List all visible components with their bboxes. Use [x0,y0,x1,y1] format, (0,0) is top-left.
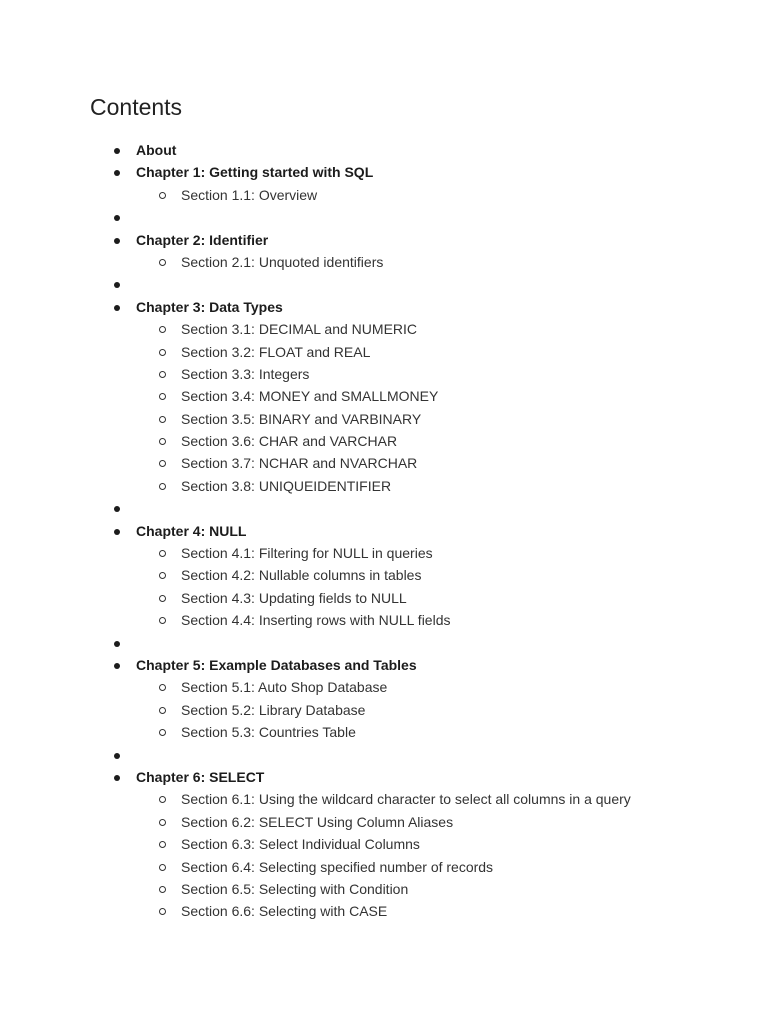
toc-section-item[interactable]: Section 2.1: Unquoted identifiers [0,251,768,273]
toc-section-item[interactable]: Section 3.8: UNIQUEIDENTIFIER [0,475,768,497]
table-of-contents [0,139,768,923]
toc-section-item[interactable]: Section 1.1: Overview [0,184,768,206]
toc-section-item[interactable]: Section 3.7: NCHAR and NVARCHAR [0,452,768,474]
toc-blank-bullet [0,206,768,228]
toc-section-item[interactable]: Section 6.5: Selecting with Condition [0,878,768,900]
toc-section-item[interactable]: Section 5.3: Countries Table [0,721,768,743]
toc-section-item[interactable]: Section 3.6: CHAR and VARCHAR [0,430,768,452]
toc-section-item[interactable]: Section 4.3: Updating fields to NULL [0,587,768,609]
toc-chapter-item[interactable]: Chapter 4: NULL [0,520,768,542]
toc-blank-bullet [0,273,768,295]
toc-chapter-item[interactable]: Chapter 1: Getting started with SQL [0,161,768,183]
toc-section-item[interactable]: Section 6.3: Select Individual Columns [0,833,768,855]
toc-blank-bullet [0,497,768,519]
toc-section-item[interactable]: Section 4.4: Inserting rows with NULL fields [0,609,768,631]
toc-chapter-item[interactable]: Chapter 3: Data Types [0,296,768,318]
toc-section-item[interactable]: Section 4.2: Nullable columns in tables [0,564,768,586]
toc-section-item[interactable]: Section 4.1: Filtering for NULL in queries [0,542,768,564]
toc-chapter-item[interactable]: About [0,139,768,161]
toc-section-item[interactable]: Section 6.6: Selecting with CASE [0,900,768,922]
toc-section-item[interactable]: Section 3.1: DECIMAL and NUMERIC [0,318,768,340]
toc-chapter-item[interactable]: Chapter 5: Example Databases and Tables [0,654,768,676]
toc-section-item[interactable]: Section 6.4: Selecting specified number of records [0,856,768,878]
toc-section-item[interactable]: Section 3.5: BINARY and VARBINARY [0,408,768,430]
toc-section-item[interactable]: Section 6.2: SELECT Using Column Aliases [0,811,768,833]
toc-blank-bullet [0,632,768,654]
toc-section-item[interactable]: Section 6.1: Using the wildcard character to select all columns in a query [0,788,768,810]
toc-chapter-item[interactable]: Chapter 2: Identifier [0,229,768,251]
toc-chapter-item[interactable]: Chapter 6: SELECT [0,766,768,788]
toc-section-item[interactable]: Section 3.2: FLOAT and REAL [0,341,768,363]
toc-section-item[interactable]: Section 5.2: Library Database [0,699,768,721]
toc-blank-bullet [0,744,768,766]
toc-section-item[interactable]: Section 3.3: Integers [0,363,768,385]
toc-section-item[interactable]: Section 5.1: Auto Shop Database [0,676,768,698]
page-title: Contents [90,94,183,120]
toc-section-item[interactable]: Section 3.4: MONEY and SMALLMONEY [0,385,768,407]
